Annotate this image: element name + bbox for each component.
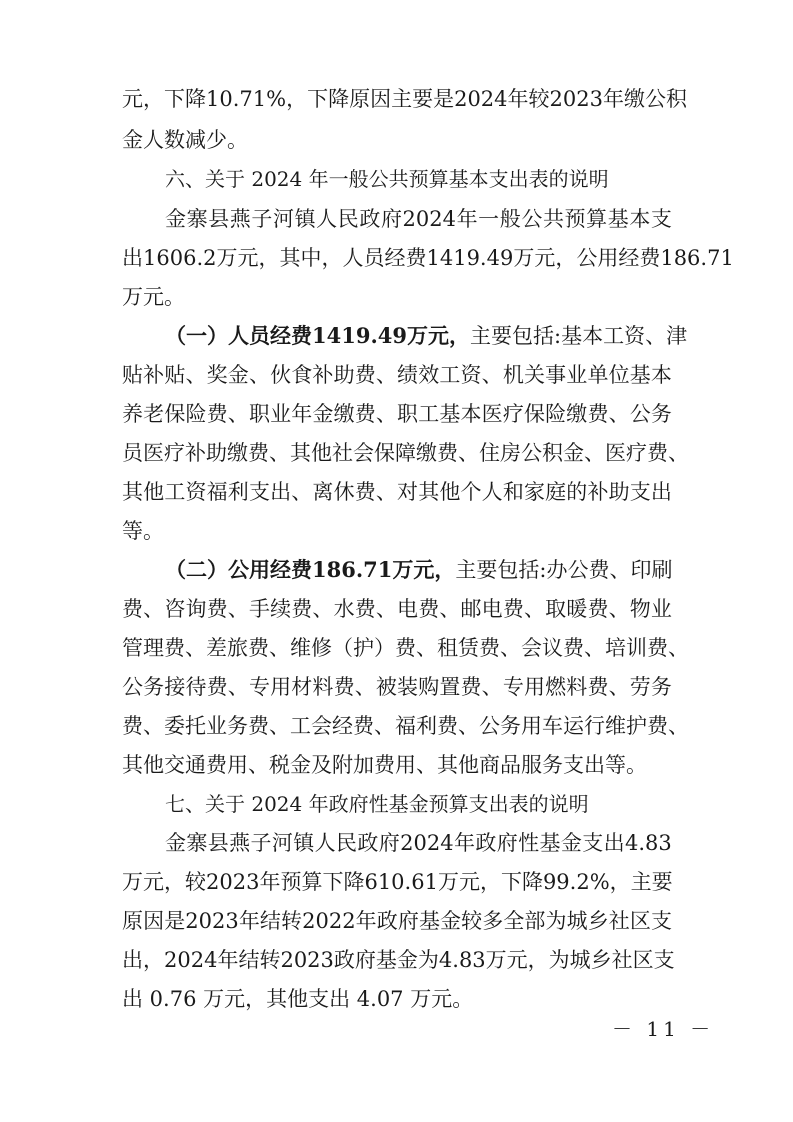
text-line: 费 、 咨 询 费 、 手 续 费 、 水 费 、 电 费 、 邮 电 费 、 取 暖 费 、 物 业 <box>122 597 672 621</box>
text-line: 管 理 费 、 差 旅 费 、 维 修 （ 护 ） 费 、 租 赁 费 、 会 议 费 、 培 训 费 、 <box>122 636 689 660</box>
section-heading: 六、关于 2024 年一般公共预算基本支出表的说明 <box>165 167 609 191</box>
text-line: 贴 补 贴 、 奖 金 、 伙 食 补 助 费 、 绩 效 工 资 、 机 关 事 业 单 位 基 本 <box>122 363 672 387</box>
text-line: 原 因 是 2023 年 结 转 2022 年 政 府 基 金 较 多 全 部 为 城 乡 社 区 支 <box>122 909 672 933</box>
text-line: 员 医 疗 补 助 缴 费 、 其 他 社 会 保 障 缴 费 、 住 房 公 积 金 、 医 疗 费 、 <box>122 441 689 465</box>
text-line: 其他交通费用、税金及附加费用、其他商品服务支出等。 <box>122 753 647 777</box>
text-line: 万 元 ， 较 2023 年 预 算 下 降 610.61 万 元 ， 下 降 99.2% ， 主 要 <box>122 870 673 894</box>
text-line: 金人数减少。 <box>122 128 248 152</box>
page-number: － 11 － <box>612 1017 715 1041</box>
text-line: （ 二 ） 公 用 经 费 186.71 万 元 ， 主 要 包 括 : 办 公 费 、 印 刷 <box>165 557 673 582</box>
text-line: 等。 <box>122 519 164 543</box>
text-line: （ 一 ） 人 员 经 费 1419.49 万 元 ， 主 要 包 括 : 基 本 工 资 、 津 <box>165 323 688 348</box>
text-line: 费 、 委 托 业 务 费 、 工 会 经 费 、 福 利 费 、 公 务 用 车 运 行 维 护 费 、 <box>122 714 689 738</box>
text-line: 出 ， 2024 年 结 转 2023 政 府 基 金 为 4.83 万 元 ， 为 城 乡 社 区 支 <box>122 948 675 972</box>
text-line: 其 他 工 资 福 利 支 出 、 离 休 费 、 对 其 他 个 人 和 家 庭 的 补 助 支 出 <box>122 480 672 504</box>
text-line: 养 老 保 险 费 、 职 业 年 金 缴 费 、 职 工 基 本 医 疗 保 险 缴 费 、 公 务 <box>122 402 672 426</box>
text-line: 出 1606.2 万 元 ， 其 中 ， 人 员 经 费 1419.49 万 元 ， 公 用 经 费 186.71 <box>122 246 734 270</box>
text-line: 出 0.76 万元，其他支出 4.07 万元。 <box>122 987 474 1011</box>
text-line: 金 寨 县 燕 子 河 镇 人 民 政 府 2024 年 政 府 性 基 金 支 出 4.83 <box>165 831 672 855</box>
text-line: 元 ， 下 降 10.71% ， 下 降 原 因 主 要 是 2024 年 较 2023 年 缴 公 积 <box>122 87 687 111</box>
text-line: 金 寨 县 燕 子 河 镇 人 民 政 府 2024 年 一 般 公 共 预 算 基 本 支 <box>165 207 672 231</box>
section-heading: 七、关于 2024 年政府性基金预算支出表的说明 <box>165 792 589 816</box>
text-line: 公 务 接 待 费 、 专 用 材 料 费 、 被 装 购 置 费 、 专 用 燃 料 费 、 劳 务 <box>122 675 672 699</box>
text-line: 万元。 <box>122 285 185 309</box>
